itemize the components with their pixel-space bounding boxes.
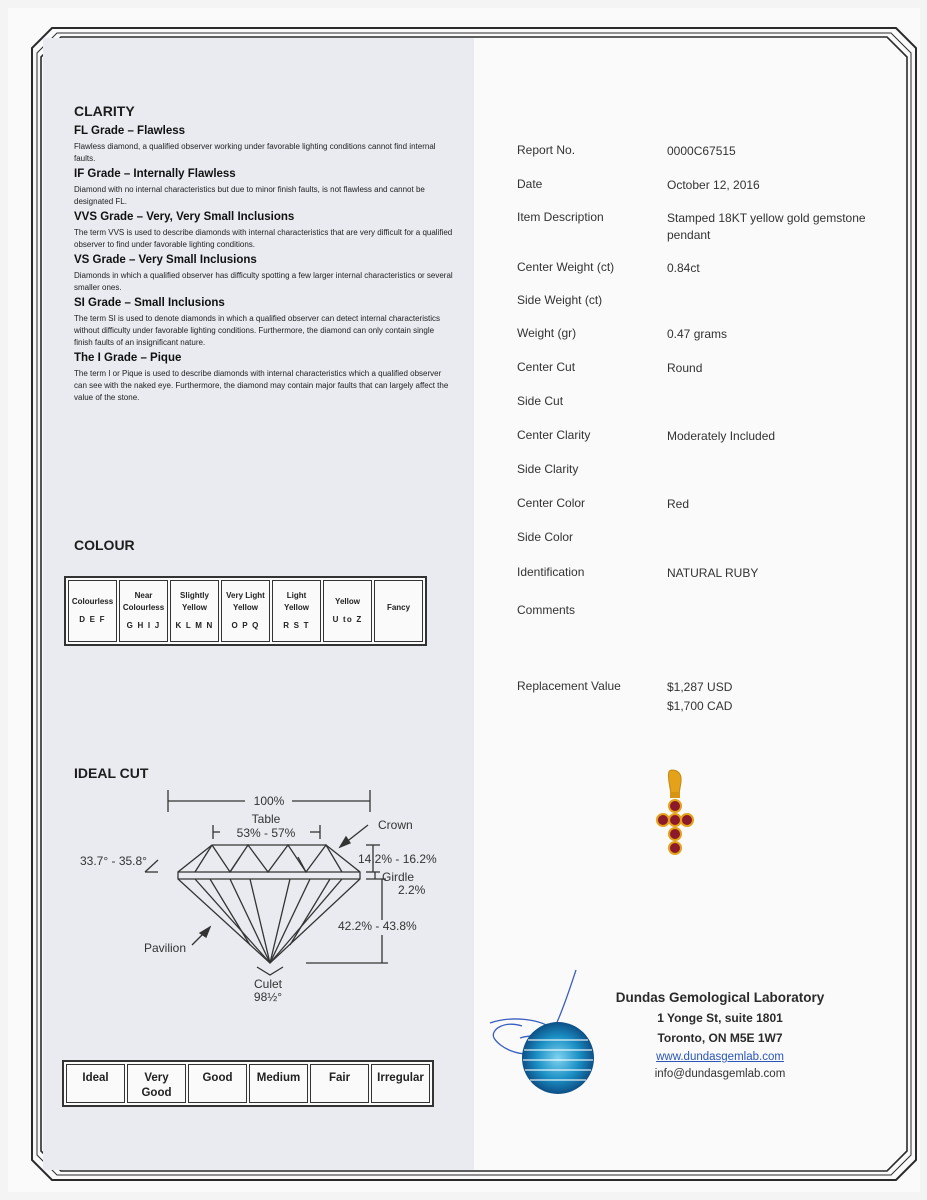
cut-grade-cell: Ideal bbox=[66, 1064, 125, 1103]
clarity-grade-vs bbox=[74, 254, 454, 294]
field-label: Side Cut bbox=[517, 394, 564, 408]
field-value: Red bbox=[667, 497, 690, 511]
clarity-title: CLARITY bbox=[74, 103, 135, 119]
label-crown-angle: 33.7° - 35.8° bbox=[80, 854, 147, 868]
cut-grade-cell: Good bbox=[188, 1064, 247, 1103]
field-label: Side Color bbox=[517, 530, 574, 544]
cut-grade-table bbox=[62, 1060, 434, 1107]
grade-heading: SI Grade – Small Inclusions bbox=[74, 297, 225, 309]
cut-grade-cell: Very Good bbox=[127, 1064, 186, 1103]
grade-heading: FL Grade – Flawless bbox=[74, 125, 186, 137]
lab-address-line-1: 1 Yonge St, suite 1801 bbox=[657, 1011, 783, 1025]
colour-cell: Light Yellow R S T bbox=[272, 580, 321, 642]
grade-text: The term SI is used to denote diamonds in which a qualified observer can detect internal characteristics without difficulty under favorable lighting conditions. Furthermore, the diamond can only contain single finish faults of an insignificant nature. bbox=[74, 314, 440, 347]
label-girdle: Girdle bbox=[382, 870, 415, 884]
label-crown: Crown bbox=[378, 818, 413, 832]
field-value: 0000C67515 bbox=[667, 144, 736, 158]
field-label: Identification bbox=[517, 565, 585, 579]
field-label: Item Description bbox=[517, 210, 604, 224]
label-culet-angle: 98½° bbox=[253, 990, 283, 1004]
field-label: Replacement Value bbox=[517, 679, 621, 693]
clarity-grade-si bbox=[74, 297, 454, 349]
field-label: Report No. bbox=[517, 143, 576, 157]
grade-text: The term I or Pique is used to describe diamonds with internal characteristics which a qualified observer can see with the naked eye. Furthermore, the diamond may contain major faults that can largely affect the value of the stone. bbox=[74, 369, 449, 402]
replacement-cad: $1,700 CAD bbox=[667, 699, 733, 713]
field-label: Comments bbox=[517, 603, 576, 617]
label-crown-height: 14.2% - 16.2% bbox=[358, 852, 437, 866]
field-label: Center Weight (ct) bbox=[517, 260, 615, 274]
field-value: Stamped 18KT yellow gold gemstone pendant bbox=[667, 211, 866, 242]
grade-heading: VVS Grade – Very, Very Small Inclusions bbox=[74, 211, 295, 223]
label-girdle-pct: 2.2% bbox=[398, 883, 426, 897]
cut-grade-cell: Fair bbox=[310, 1064, 369, 1103]
lab-name: Dundas Gemological Laboratory bbox=[615, 990, 825, 1005]
label-pavilion-depth: 42.2% - 43.8% bbox=[338, 919, 417, 933]
grade-heading: IF Grade – Internally Flawless bbox=[74, 168, 236, 180]
grade-text: Diamond with no internal characteristics but due to minor finish faults, is not flawless and cannot be designated FL. bbox=[74, 185, 425, 206]
grade-text: Flawless diamond, a qualified observer working under favorable lighting conditions cannot find internal faults. bbox=[74, 142, 436, 163]
pendant-image bbox=[652, 768, 696, 864]
grade-heading: VS Grade – Very Small Inclusions bbox=[74, 254, 257, 266]
colour-scale-table bbox=[64, 576, 427, 646]
grade-text: The term VVS is used to describe diamonds with internal characteristics that are very difficult for a qualified observer to find under favorable lighting conditions. bbox=[74, 228, 453, 249]
hologram-seal bbox=[520, 1020, 596, 1096]
clarity-grade-vvs bbox=[74, 211, 454, 251]
label-pavilion: Pavilion bbox=[144, 941, 187, 955]
field-label: Center Clarity bbox=[517, 428, 591, 442]
grade-heading: The I Grade – Pique bbox=[74, 352, 182, 364]
colour-cell: Fancy bbox=[374, 580, 423, 642]
cut-grade-cell: Medium bbox=[249, 1064, 308, 1103]
grade-text: Diamonds in which a qualified observer has difficulty spotting a few larger internal characteristics or several smaller ones. bbox=[74, 271, 453, 292]
field-label: Center Cut bbox=[517, 360, 576, 374]
lab-address-line-2: Toronto, ON M5E 1W7 bbox=[657, 1031, 783, 1045]
field-label: Weight (gr) bbox=[517, 326, 577, 340]
label-table: Table bbox=[251, 812, 281, 826]
field-label: Side Clarity bbox=[517, 462, 579, 476]
field-label: Date bbox=[517, 177, 543, 191]
lab-website-link[interactable]: www.dundasgemlab.com bbox=[656, 1051, 784, 1063]
diamond-cut-diagram bbox=[70, 785, 450, 1015]
colour-title: COLOUR bbox=[74, 537, 135, 553]
cut-grade-cell: Irregular bbox=[371, 1064, 430, 1103]
field-value: NATURAL RUBY bbox=[667, 566, 759, 580]
clarity-grade-fl bbox=[74, 125, 454, 165]
field-value: October 12, 2016 bbox=[667, 178, 760, 192]
lab-email: info@dundasgemlab.com bbox=[654, 1068, 786, 1080]
field-value: 0.47 grams bbox=[667, 327, 728, 341]
colour-cell: Yellow U to Z bbox=[323, 580, 372, 642]
label-table-range: 53% - 57% bbox=[236, 826, 296, 840]
lab-info bbox=[600, 990, 840, 1080]
ideal-cut-title: IDEAL CUT bbox=[74, 765, 149, 781]
colour-cell: Very Light Yellow O P Q bbox=[221, 580, 270, 642]
clarity-grade-i bbox=[74, 352, 454, 404]
field-label: Center Color bbox=[517, 496, 586, 510]
field-label: Side Weight (ct) bbox=[517, 293, 603, 307]
colour-cell: Colourless D E F bbox=[68, 580, 117, 642]
field-value: Moderately Included bbox=[667, 429, 776, 443]
field-value: Round bbox=[667, 361, 703, 375]
label-culet: Culet bbox=[253, 977, 283, 991]
colour-cell: Slightly Yellow K L M N bbox=[170, 580, 219, 642]
clarity-grade-if bbox=[74, 168, 454, 208]
replacement-usd: $1,287 USD bbox=[667, 680, 733, 694]
colour-cell: Near Colourless G H I J bbox=[119, 580, 168, 642]
label-total: 100% bbox=[253, 794, 285, 808]
field-value: 0.84ct bbox=[667, 261, 700, 275]
clarity-section bbox=[74, 125, 454, 407]
